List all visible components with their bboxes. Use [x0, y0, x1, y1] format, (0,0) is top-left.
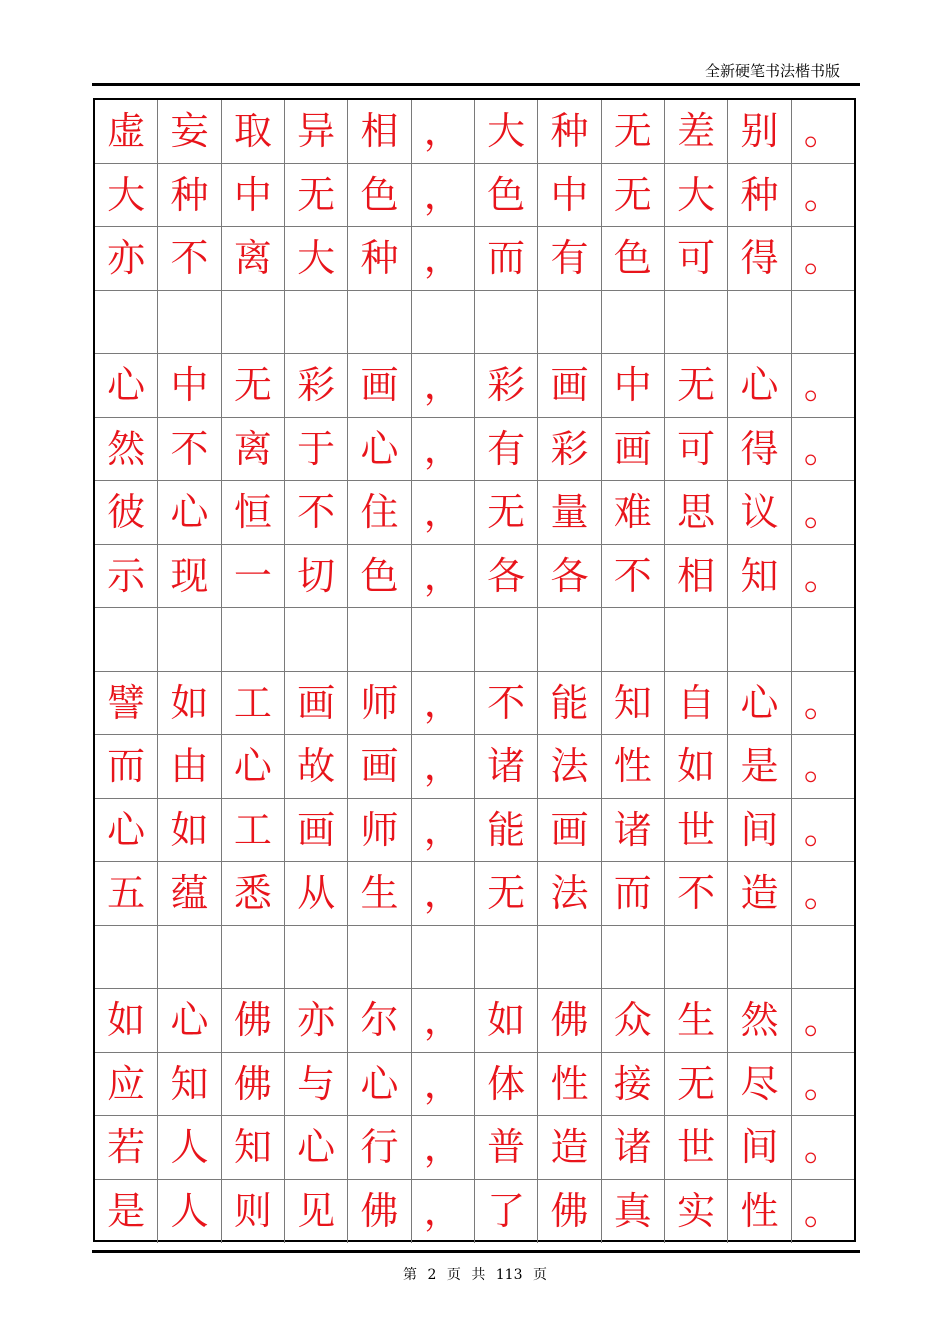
grid-row: [95, 799, 854, 863]
grid-cell: 亦: [285, 989, 348, 1052]
grid-cell: 造: [728, 862, 791, 925]
grid-cell: [95, 608, 158, 671]
grid-cell: [538, 926, 601, 989]
header-rule: [92, 83, 860, 86]
grid-cell: 心: [158, 989, 221, 1052]
grid-cell: 。: [803, 744, 842, 789]
grid-cell: 间: [728, 1116, 791, 1179]
grid-cell: 。: [803, 1061, 842, 1106]
grid-cell: 画: [285, 672, 348, 735]
grid-cell: [348, 608, 411, 671]
grid-cell: 量: [538, 481, 601, 544]
grid-cell: 亦: [95, 227, 158, 290]
grid-cell: ，: [412, 418, 475, 481]
grid-cell: 知: [158, 1053, 221, 1116]
grid-row: [95, 1053, 854, 1117]
grid-row: [95, 735, 854, 799]
grid-cell: 色: [475, 164, 538, 227]
grid-cell: 心: [95, 354, 158, 417]
grid-cell: 见: [285, 1180, 348, 1244]
page-footer: [0, 1264, 950, 1284]
footer-ye: 页: [446, 1267, 461, 1283]
grid-cell: 得: [728, 418, 791, 481]
grid-cell: 若: [95, 1116, 158, 1179]
grid-cell: 心: [158, 481, 221, 544]
grid-cell: 种: [538, 100, 601, 163]
grid-cell: 佛: [538, 989, 601, 1052]
grid-cell: [95, 291, 158, 354]
grid-cell: 悉: [222, 862, 285, 925]
grid-cell: [285, 608, 348, 671]
grid-row: [95, 608, 854, 672]
grid-cell: 然: [95, 418, 158, 481]
grid-cell: 心: [348, 1053, 411, 1116]
grid-cell: 恒: [222, 481, 285, 544]
grid-cell: [285, 926, 348, 989]
grid-cell: 众: [602, 989, 665, 1052]
grid-cell: 离: [222, 418, 285, 481]
grid-cell: 议: [728, 481, 791, 544]
grid-cell: 心: [728, 672, 791, 735]
grid-cell: [158, 291, 221, 354]
grid-cell: ，: [412, 227, 475, 290]
grid-cell: 无: [665, 1053, 728, 1116]
grid-cell: [475, 608, 538, 671]
grid-cell: 性: [602, 735, 665, 798]
grid-cell: 色: [348, 164, 411, 227]
grid-cell: 无: [602, 100, 665, 163]
grid-cell: [538, 608, 601, 671]
grid-cell: 画: [538, 799, 601, 862]
grid-cell: 彩: [475, 354, 538, 417]
grid-cell: 不: [665, 862, 728, 925]
grid-cell: 有: [475, 418, 538, 481]
grid-cell: 师: [348, 799, 411, 862]
grid-cell: [158, 608, 221, 671]
grid-cell: 彼: [95, 481, 158, 544]
grid-cell: 。: [803, 363, 842, 408]
grid-cell: 大: [95, 164, 158, 227]
grid-cell: [412, 608, 475, 671]
grid-cell: 心: [348, 418, 411, 481]
grid-row: [95, 989, 854, 1053]
grid-cell: ，: [412, 735, 475, 798]
grid-row: [95, 672, 854, 736]
grid-cell: 可: [665, 418, 728, 481]
grid-cell: 世: [665, 799, 728, 862]
grid-cell: 各: [475, 545, 538, 608]
grid-cell: ，: [412, 672, 475, 735]
grid-cell: 。: [803, 807, 842, 852]
grid-cell: 一: [222, 545, 285, 608]
grid-cell: 佛: [538, 1180, 601, 1244]
grid-cell: [728, 926, 791, 989]
grid-cell: 不: [285, 481, 348, 544]
grid-row: [95, 1180, 854, 1244]
grid-cell: 而: [95, 735, 158, 798]
grid-cell: [475, 926, 538, 989]
grid-cell: 色: [348, 545, 411, 608]
grid-cell: 人: [158, 1180, 221, 1244]
grid-cell: [158, 926, 221, 989]
grid-cell: 如: [665, 735, 728, 798]
grid-cell: 真: [602, 1180, 665, 1244]
grid-row: [95, 291, 854, 355]
grid-cell: 心: [728, 354, 791, 417]
grid-cell: 诸: [602, 799, 665, 862]
grid-cell: ，: [412, 862, 475, 925]
grid-cell: 如: [95, 989, 158, 1052]
grid-cell: 相: [348, 100, 411, 163]
grid-cell: 如: [158, 799, 221, 862]
grid-cell: 得: [728, 227, 791, 290]
grid-cell: 差: [665, 100, 728, 163]
grid-cell: 自: [665, 672, 728, 735]
grid-cell: 接: [602, 1053, 665, 1116]
grid-cell: 无: [222, 354, 285, 417]
grid-cell: 无: [475, 481, 538, 544]
grid-cell: 由: [158, 735, 221, 798]
grid-cell: 而: [475, 227, 538, 290]
grid-cell: ，: [412, 100, 475, 163]
grid-cell: 中: [222, 164, 285, 227]
grid-row: [95, 164, 854, 228]
grid-cell: 妄: [158, 100, 221, 163]
footer-total-pages: 113: [495, 1267, 523, 1283]
grid-cell: 不: [475, 672, 538, 735]
grid-cell: 知: [728, 545, 791, 608]
practice-grid: [93, 98, 856, 1242]
grid-cell: 于: [285, 418, 348, 481]
grid-cell: 能: [475, 799, 538, 862]
footer-page-number: 2: [427, 1267, 437, 1283]
grid-cell: 心: [285, 1116, 348, 1179]
grid-cell: 能: [538, 672, 601, 735]
grid-cell: 是: [95, 1180, 158, 1244]
grid-cell: 故: [285, 735, 348, 798]
grid-cell: [728, 291, 791, 354]
grid-cell: 尽: [728, 1053, 791, 1116]
grid-cell: 普: [475, 1116, 538, 1179]
grid-cell: 世: [665, 1116, 728, 1179]
grid-cell: 无: [475, 862, 538, 925]
grid-row: [95, 354, 854, 418]
grid-cell: ，: [412, 1116, 475, 1179]
grid-cell: 心: [222, 735, 285, 798]
grid-cell: 色: [602, 227, 665, 290]
grid-cell: ，: [412, 1053, 475, 1116]
grid-cell: 无: [665, 354, 728, 417]
grid-cell: 不: [158, 227, 221, 290]
grid-cell: 性: [728, 1180, 791, 1244]
grid-cell: ，: [412, 545, 475, 608]
grid-cell: 如: [475, 989, 538, 1052]
grid-cell: 性: [538, 1053, 601, 1116]
grid-cell: 。: [803, 109, 842, 154]
grid-row: [95, 100, 854, 164]
grid-cell: 。: [803, 236, 842, 281]
grid-cell: 然: [728, 989, 791, 1052]
grid-cell: [792, 926, 854, 989]
grid-cell: 画: [285, 799, 348, 862]
grid-cell: 知: [602, 672, 665, 735]
grid-cell: 取: [222, 100, 285, 163]
grid-cell: 间: [728, 799, 791, 862]
grid-cell: 虚: [95, 100, 158, 163]
grid-cell: 譬: [95, 672, 158, 735]
grid-cell: 大: [475, 100, 538, 163]
grid-cell: 与: [285, 1053, 348, 1116]
grid-cell: 无: [602, 164, 665, 227]
footer-ye2: 页: [532, 1267, 547, 1283]
grid-row: [95, 862, 854, 926]
grid-cell: 种: [158, 164, 221, 227]
grid-cell: 彩: [538, 418, 601, 481]
grid-cell: 相: [665, 545, 728, 608]
grid-cell: ，: [412, 799, 475, 862]
grid-cell: [665, 926, 728, 989]
grid-cell: 生: [665, 989, 728, 1052]
grid-cell: 。: [803, 490, 842, 535]
grid-cell: 画: [602, 418, 665, 481]
grid-cell: 实: [665, 1180, 728, 1244]
grid-row: [95, 545, 854, 609]
grid-cell: [665, 291, 728, 354]
grid-cell: 。: [803, 998, 842, 1043]
grid-cell: 中: [538, 164, 601, 227]
grid-cell: 知: [222, 1116, 285, 1179]
grid-cell: 画: [348, 735, 411, 798]
grid-cell: 从: [285, 862, 348, 925]
grid-cell: 法: [538, 862, 601, 925]
grid-cell: 师: [348, 672, 411, 735]
grid-cell: 。: [803, 172, 842, 217]
grid-cell: ，: [412, 164, 475, 227]
grid-cell: 造: [538, 1116, 601, 1179]
grid-cell: 工: [222, 799, 285, 862]
header-title: 全新硬笔书法楷书版: [704, 62, 840, 80]
grid-cell: 现: [158, 545, 221, 608]
grid-cell: 住: [348, 481, 411, 544]
grid-cell: 中: [158, 354, 221, 417]
grid-cell: 体: [475, 1053, 538, 1116]
grid-cell: [222, 926, 285, 989]
footer-rule: [92, 1250, 860, 1253]
grid-cell: 大: [285, 227, 348, 290]
grid-cell: 思: [665, 481, 728, 544]
grid-cell: 佛: [222, 989, 285, 1052]
grid-cell: 是: [728, 735, 791, 798]
grid-cell: 无: [285, 164, 348, 227]
grid-cell: 画: [538, 354, 601, 417]
grid-cell: 。: [803, 1189, 842, 1234]
grid-cell: 。: [803, 426, 842, 471]
grid-cell: 则: [222, 1180, 285, 1244]
grid-cell: 工: [222, 672, 285, 735]
grid-row: [95, 926, 854, 990]
grid-cell: 了: [475, 1180, 538, 1244]
grid-cell: 种: [728, 164, 791, 227]
grid-cell: [285, 291, 348, 354]
grid-cell: 生: [348, 862, 411, 925]
footer-di: 第: [403, 1267, 418, 1283]
grid-cell: [222, 291, 285, 354]
grid-cell: [602, 608, 665, 671]
grid-cell: 如: [158, 672, 221, 735]
grid-cell: 。: [803, 680, 842, 725]
grid-cell: 种: [348, 227, 411, 290]
grid-cell: 尔: [348, 989, 411, 1052]
grid-cell: [412, 291, 475, 354]
grid-cell: 。: [803, 871, 842, 916]
grid-cell: 。: [803, 553, 842, 598]
grid-cell: [475, 291, 538, 354]
grid-cell: [348, 291, 411, 354]
grid-row: [95, 481, 854, 545]
grid-cell: [348, 926, 411, 989]
grid-cell: [792, 608, 854, 671]
grid-cell: 画: [348, 354, 411, 417]
grid-cell: [412, 926, 475, 989]
grid-cell: 彩: [285, 354, 348, 417]
grid-cell: ，: [412, 354, 475, 417]
grid-cell: 诸: [602, 1116, 665, 1179]
grid-cell: [728, 608, 791, 671]
grid-cell: 有: [538, 227, 601, 290]
grid-cell: 异: [285, 100, 348, 163]
grid-cell: 。: [803, 1125, 842, 1170]
grid-cell: 可: [665, 227, 728, 290]
grid-cell: 人: [158, 1116, 221, 1179]
grid-cell: [222, 608, 285, 671]
grid-cell: ，: [412, 1180, 475, 1244]
footer-gong: 共: [471, 1267, 486, 1283]
grid-cell: 佛: [348, 1180, 411, 1244]
grid-cell: 中: [602, 354, 665, 417]
grid-cell: 法: [538, 735, 601, 798]
grid-cell: 五: [95, 862, 158, 925]
grid-cell: 诸: [475, 735, 538, 798]
grid-row: [95, 418, 854, 482]
grid-cell: 各: [538, 545, 601, 608]
grid-cell: 不: [158, 418, 221, 481]
grid-cell: 佛: [222, 1053, 285, 1116]
grid-cell: [792, 291, 854, 354]
grid-cell: [538, 291, 601, 354]
grid-cell: 蕴: [158, 862, 221, 925]
grid-cell: 而: [602, 862, 665, 925]
grid-row: [95, 227, 854, 291]
grid-cell: ，: [412, 481, 475, 544]
grid-cell: 难: [602, 481, 665, 544]
grid-cell: 心: [95, 799, 158, 862]
grid-cell: 切: [285, 545, 348, 608]
grid-row: [95, 1116, 854, 1180]
grid-cell: ，: [412, 989, 475, 1052]
grid-cell: 不: [602, 545, 665, 608]
grid-cell: 行: [348, 1116, 411, 1179]
grid-cell: 别: [728, 100, 791, 163]
grid-cell: [602, 926, 665, 989]
grid-cell: [95, 926, 158, 989]
grid-cell: 大: [665, 164, 728, 227]
grid-cell: 应: [95, 1053, 158, 1116]
grid-cell: [602, 291, 665, 354]
grid-cell: 离: [222, 227, 285, 290]
grid-cell: [665, 608, 728, 671]
grid-cell: 示: [95, 545, 158, 608]
